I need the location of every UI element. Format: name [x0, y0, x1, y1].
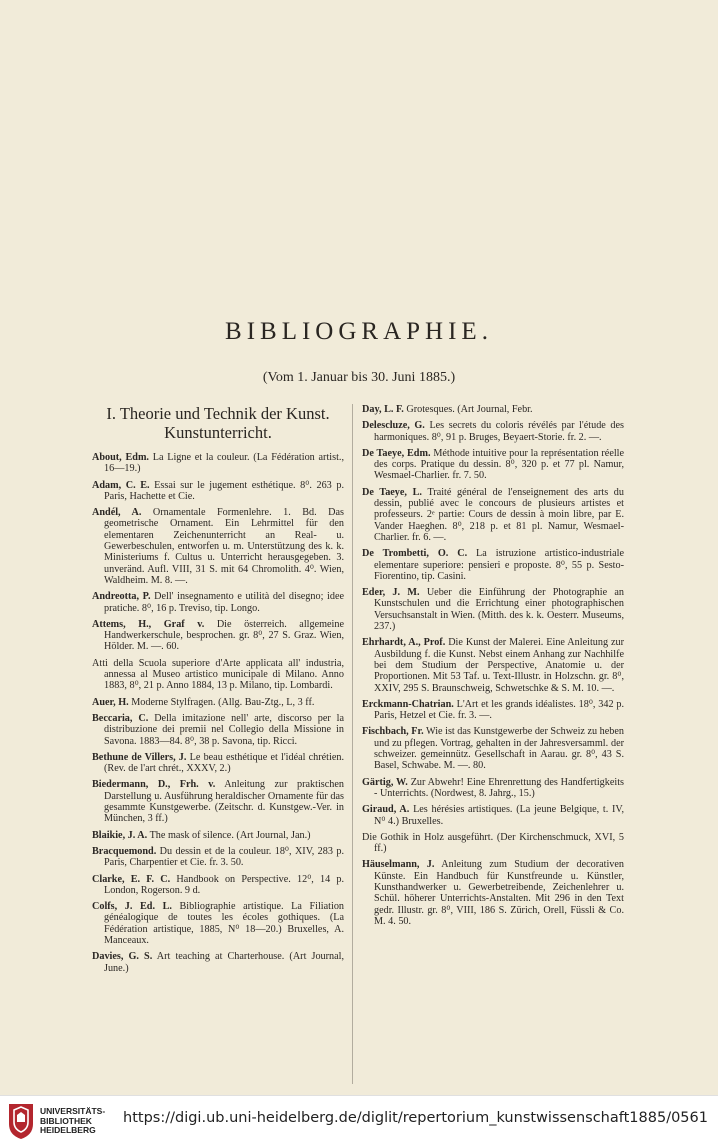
entry-author: Bethune de Villers, J.	[92, 751, 187, 763]
entry-text: Du dessin et de la couleur. 18⁰, XIV, 283 p. Paris, Charpentier et Cie. fr. 3. 50.	[104, 845, 344, 869]
bibliography-entry	[92, 452, 344, 475]
bibliography-entry	[362, 804, 624, 827]
bibliography-entry	[362, 487, 624, 543]
entry-author: Erckmann-Chatrian.	[362, 698, 454, 710]
section-heading: I. Theorie und Technik der Kunst. Kunstunterricht.	[106, 404, 330, 442]
bibliography-entry	[362, 726, 624, 771]
entry-text: Anleitung zum Studium der decorativen Künste. Ein Handbuch für Kunstfreunde u. Künstler, Kunsthandwerker u. Gewerbetreibende, Zeichenlehrer u. Schül. höherer Unterrichts-Anstalten. Mit 296 in den Text gedr. Illustr. gr. 8⁰, VIII, 186 S. Zürich, Orell, Füssli & Co. M. 4. 50.	[374, 859, 624, 927]
entry-text: La istruzione artistico-industriale elementare superiore: pensieri e proposte. 8⁰, 55 p. Sesto-Fiorentino, tip. Casini.	[374, 548, 625, 582]
entry-author: De Taeye, L.	[362, 486, 422, 498]
page-subtitle: (Vom 1. Januar bis 30. Juni 1885.)	[262, 370, 456, 385]
entry-text: The mask of silence. (Art Journal, Jan.)	[149, 829, 311, 841]
logo-line: HEIDELBERG	[40, 1125, 96, 1135]
entry-author: Delescluze, G.	[362, 420, 425, 432]
entry-text: Die österreich. allgemeine Handwerkerschule, besprochen. gr. 8⁰, 27 S. Graz. Wien, Hölder. M. —. 60.	[104, 618, 344, 653]
entry-author: Attems, H., Graf v.	[92, 618, 205, 630]
bibliography-entry	[92, 658, 344, 692]
entry-text: Die Kunst der Malerei. Eine Anleitung zur Ausbildung f. die Kunst. Nebst einem Anhang zur Nachhilfe bei dem Studium der Perspective, Anatomie u. der Proportionen. Mit 53 Taf. u. Text-Illustr. in Holzschn. gr. 8⁰, XXIV, 295 S. Braunschweig, Schwetschke & S. M. 10. —.	[374, 637, 625, 694]
bibliography-entry	[362, 448, 624, 482]
bibliography-entry	[92, 480, 344, 503]
entry-author: Davies, G. S.	[92, 951, 153, 963]
entry-text: Les hérésies artistiques. (La jeune Belgique, t. IV, N⁰ 4.) Bruxelles.	[374, 804, 625, 827]
entry-text: Atti della Scuola superiore d'Arte applicata all' industria, annessa al Museo artistico municipale di Milano. Anno 1883, 8⁰, 21 p. Anno 1884, 13 p. Milano, tip. Lombardi.	[92, 657, 344, 692]
bibliography-entry	[362, 587, 624, 632]
bibliography-entry	[362, 699, 624, 722]
bibliography-entry	[362, 420, 624, 443]
entry-author: Biedermann, D., Frh. v.	[92, 779, 216, 791]
bibliography-entry	[92, 507, 344, 586]
entry-text: Moderne Stylfragen. (Allg. Bau-Ztg., L, 3 ff.	[131, 696, 315, 708]
entry-author: Fischbach, Fr.	[362, 726, 424, 738]
column-divider	[352, 404, 353, 1084]
bibliography-entry	[92, 713, 344, 747]
entry-text: Essai sur le jugement esthétique. 8⁰. 263 p. Paris, Hachette et Cie.	[104, 479, 344, 502]
entry-author: Clarke, E. F. C.	[92, 873, 171, 885]
entry-author: Häuselmann, J.	[362, 859, 435, 871]
entry-text: Zur Abwehr! Eine Ehrenrettung des Handfertigkeits - Unterrichts. (Nordwest, 8. Jahrg., 15.)	[374, 776, 625, 799]
bibliography-entry	[362, 637, 624, 693]
entry-author: Andél, A.	[92, 507, 142, 519]
left-entry-list	[92, 452, 344, 974]
entry-text: Bibliographie artistique. La Filiation généalogique de toutes les écoles gothiques. (La Fédération artistique, 1885, N⁰ 18—20.) Bruxelles, A. Manceaux.	[104, 901, 345, 946]
entry-author: Blaikie, J. A.	[92, 829, 148, 841]
entry-author: Beccaria, C.	[92, 712, 149, 724]
bibliography-entry	[92, 619, 344, 653]
left-column	[92, 404, 344, 979]
bibliography-entry	[92, 591, 344, 614]
entry-text: Ornamentale Formenlehre. 1. Bd. Das geometrische Ornament. Ein Lehrmittel für den elementaren Zeichenunterricht an Real- u. Gewerbeschulen, entworfen u. m. Unterstützung des k. k. Ministeriums f. Cultus u. Unterricht herausgegeben. 3. unveränd. Aufl. VIII, 31 S. mit 64 Chromolith. 4⁰. Wien, Waldheim. M. 8. —.	[104, 507, 344, 586]
bibliography-entry	[92, 874, 344, 897]
bibliography-entry	[362, 777, 624, 800]
bibliography-entry	[92, 779, 344, 824]
entry-author: Eder, J. M.	[362, 587, 420, 599]
entry-author: Day, L. F.	[362, 404, 404, 415]
bibliography-entry	[92, 697, 344, 708]
entry-text: Art teaching at Charterhouse. (Art Journal, June.)	[104, 951, 345, 974]
right-column	[362, 404, 624, 932]
entry-author: Andreotta, P.	[92, 591, 151, 603]
logo-line: BIBLIOTHEK	[40, 1115, 92, 1126]
entry-author: De Taeye, Edm.	[362, 447, 431, 459]
entry-text: Wie ist das Kunstgewerbe der Schweiz zu heben und zu pflegen. Vortrag, gehalten in der Jahresversamml. der schweizer. gemeinnütz. Gesellschaft in Aarau. gr. 8⁰, 43 S. Basel, Schwabe. M. —. 80.	[374, 726, 624, 772]
library-logo-text[interactable]	[40, 1107, 105, 1136]
entry-author: Adam, C. E.	[92, 479, 150, 491]
bibliography-entry	[92, 846, 344, 869]
viewer-footer	[0, 1095, 718, 1146]
entry-text: Dell' insegnamento e utilità del disegno; idee pratiche. 8⁰, 16 p. Treviso, tip. Longo.	[104, 591, 345, 614]
entry-text: Les secrets du coloris révélés par l'étude des harmoniques. 8⁰, 91 p. Bruges, Beyaert-Storie. fr. 2. —.	[374, 420, 624, 443]
entry-text: Anleitung zur praktischen Darstellung u. Ausführung heraldischer Ornamente für das gesammte Kunstgewerbe. (Zeitschr. d. Kunstgew.-Ver. in München, 3 ff.)	[104, 779, 345, 825]
bibliography-entry	[362, 832, 624, 855]
entry-text: Ueber die Einführung der Photographie an Kunstschulen und die Errichtung einer photographischen Versuchsanstalt in Wien. (Mitth. des k. k. Oesterr. Museums, 237.)	[374, 587, 625, 633]
bibliography-entry	[92, 830, 344, 841]
bibliography-entry	[92, 901, 344, 946]
logo-line: UNIVERSITÄTS-	[40, 1106, 106, 1116]
entry-text: Handbook on Perspective. 12⁰, 14 p. London, Rogerson. 9 d.	[104, 873, 345, 896]
document-url-link[interactable]: https://digi.ub.uni-heidelberg.de/diglit/repertorium_kunstwissenschaft1885/0561	[123, 1110, 708, 1126]
entry-author: Ehrhardt, A., Prof.	[362, 637, 446, 649]
entry-text: Die Gothik in Holz ausgeführt. (Der Kirchenschmuck, XVI, 5 ff.)	[362, 831, 624, 855]
entry-author: Auer, H.	[92, 696, 129, 708]
entry-author: Bracquemond.	[92, 845, 157, 857]
entry-text: Méthode intuitive pour la représentation réelle des corps. Pratique du dessin. 8⁰, 320 p. et 77 pl. Namur, Wesmael-Charlier. fr. 7. 50.	[374, 447, 625, 482]
bibliography-entry	[362, 404, 624, 415]
bibliography-entry	[362, 548, 624, 582]
entry-text: Grotesques. (Art Journal, Febr.	[406, 404, 533, 415]
bibliography-entry	[92, 752, 344, 775]
entry-author: About, Edm.	[92, 452, 149, 463]
entry-text: L'Art et les grands idéalistes. 18⁰, 342 p. Paris, Hetzel et Cie. fr. 3. —.	[374, 698, 625, 722]
entry-text: Traité général de l'enseignement des arts du dessin, publié avec le concours de plusieurs artistes et professeurs. 2ᵉ partie: Cours de dessin à moin libre, par E. Vander Haeghen. 8⁰, 218 p. et 81 pl. Namur, Wesmael-Charlier. fr. 6. —.	[374, 486, 624, 543]
entry-text: La Ligne et la couleur. (La Fédération artist., 16—19.)	[104, 452, 344, 475]
bibliography-entry	[92, 951, 344, 974]
page-title: BIBLIOGRAPHIE.	[225, 318, 493, 345]
bibliography-entry	[362, 859, 624, 927]
university-seal-icon[interactable]	[6, 1102, 36, 1140]
entry-author: De Trombetti, O. C.	[362, 548, 468, 560]
entry-author: Colfs, J. Ed. L.	[92, 901, 172, 913]
entry-text: Le beau esthétique et l'idéal chrétien. (Rev. de l'art chrét., XXXV, 2.)	[104, 751, 344, 775]
entry-text: Della imitazione nell' arte, discorso per la distribuzione dei premii nel Collegio della Missione in Savona. 1883—84. 8⁰, 38 p. Savona, tip. Ricci.	[104, 712, 344, 747]
entry-author: Gärtig, W.	[362, 776, 408, 788]
right-entry-list	[362, 404, 624, 927]
entry-author: Giraud, A.	[362, 804, 410, 816]
